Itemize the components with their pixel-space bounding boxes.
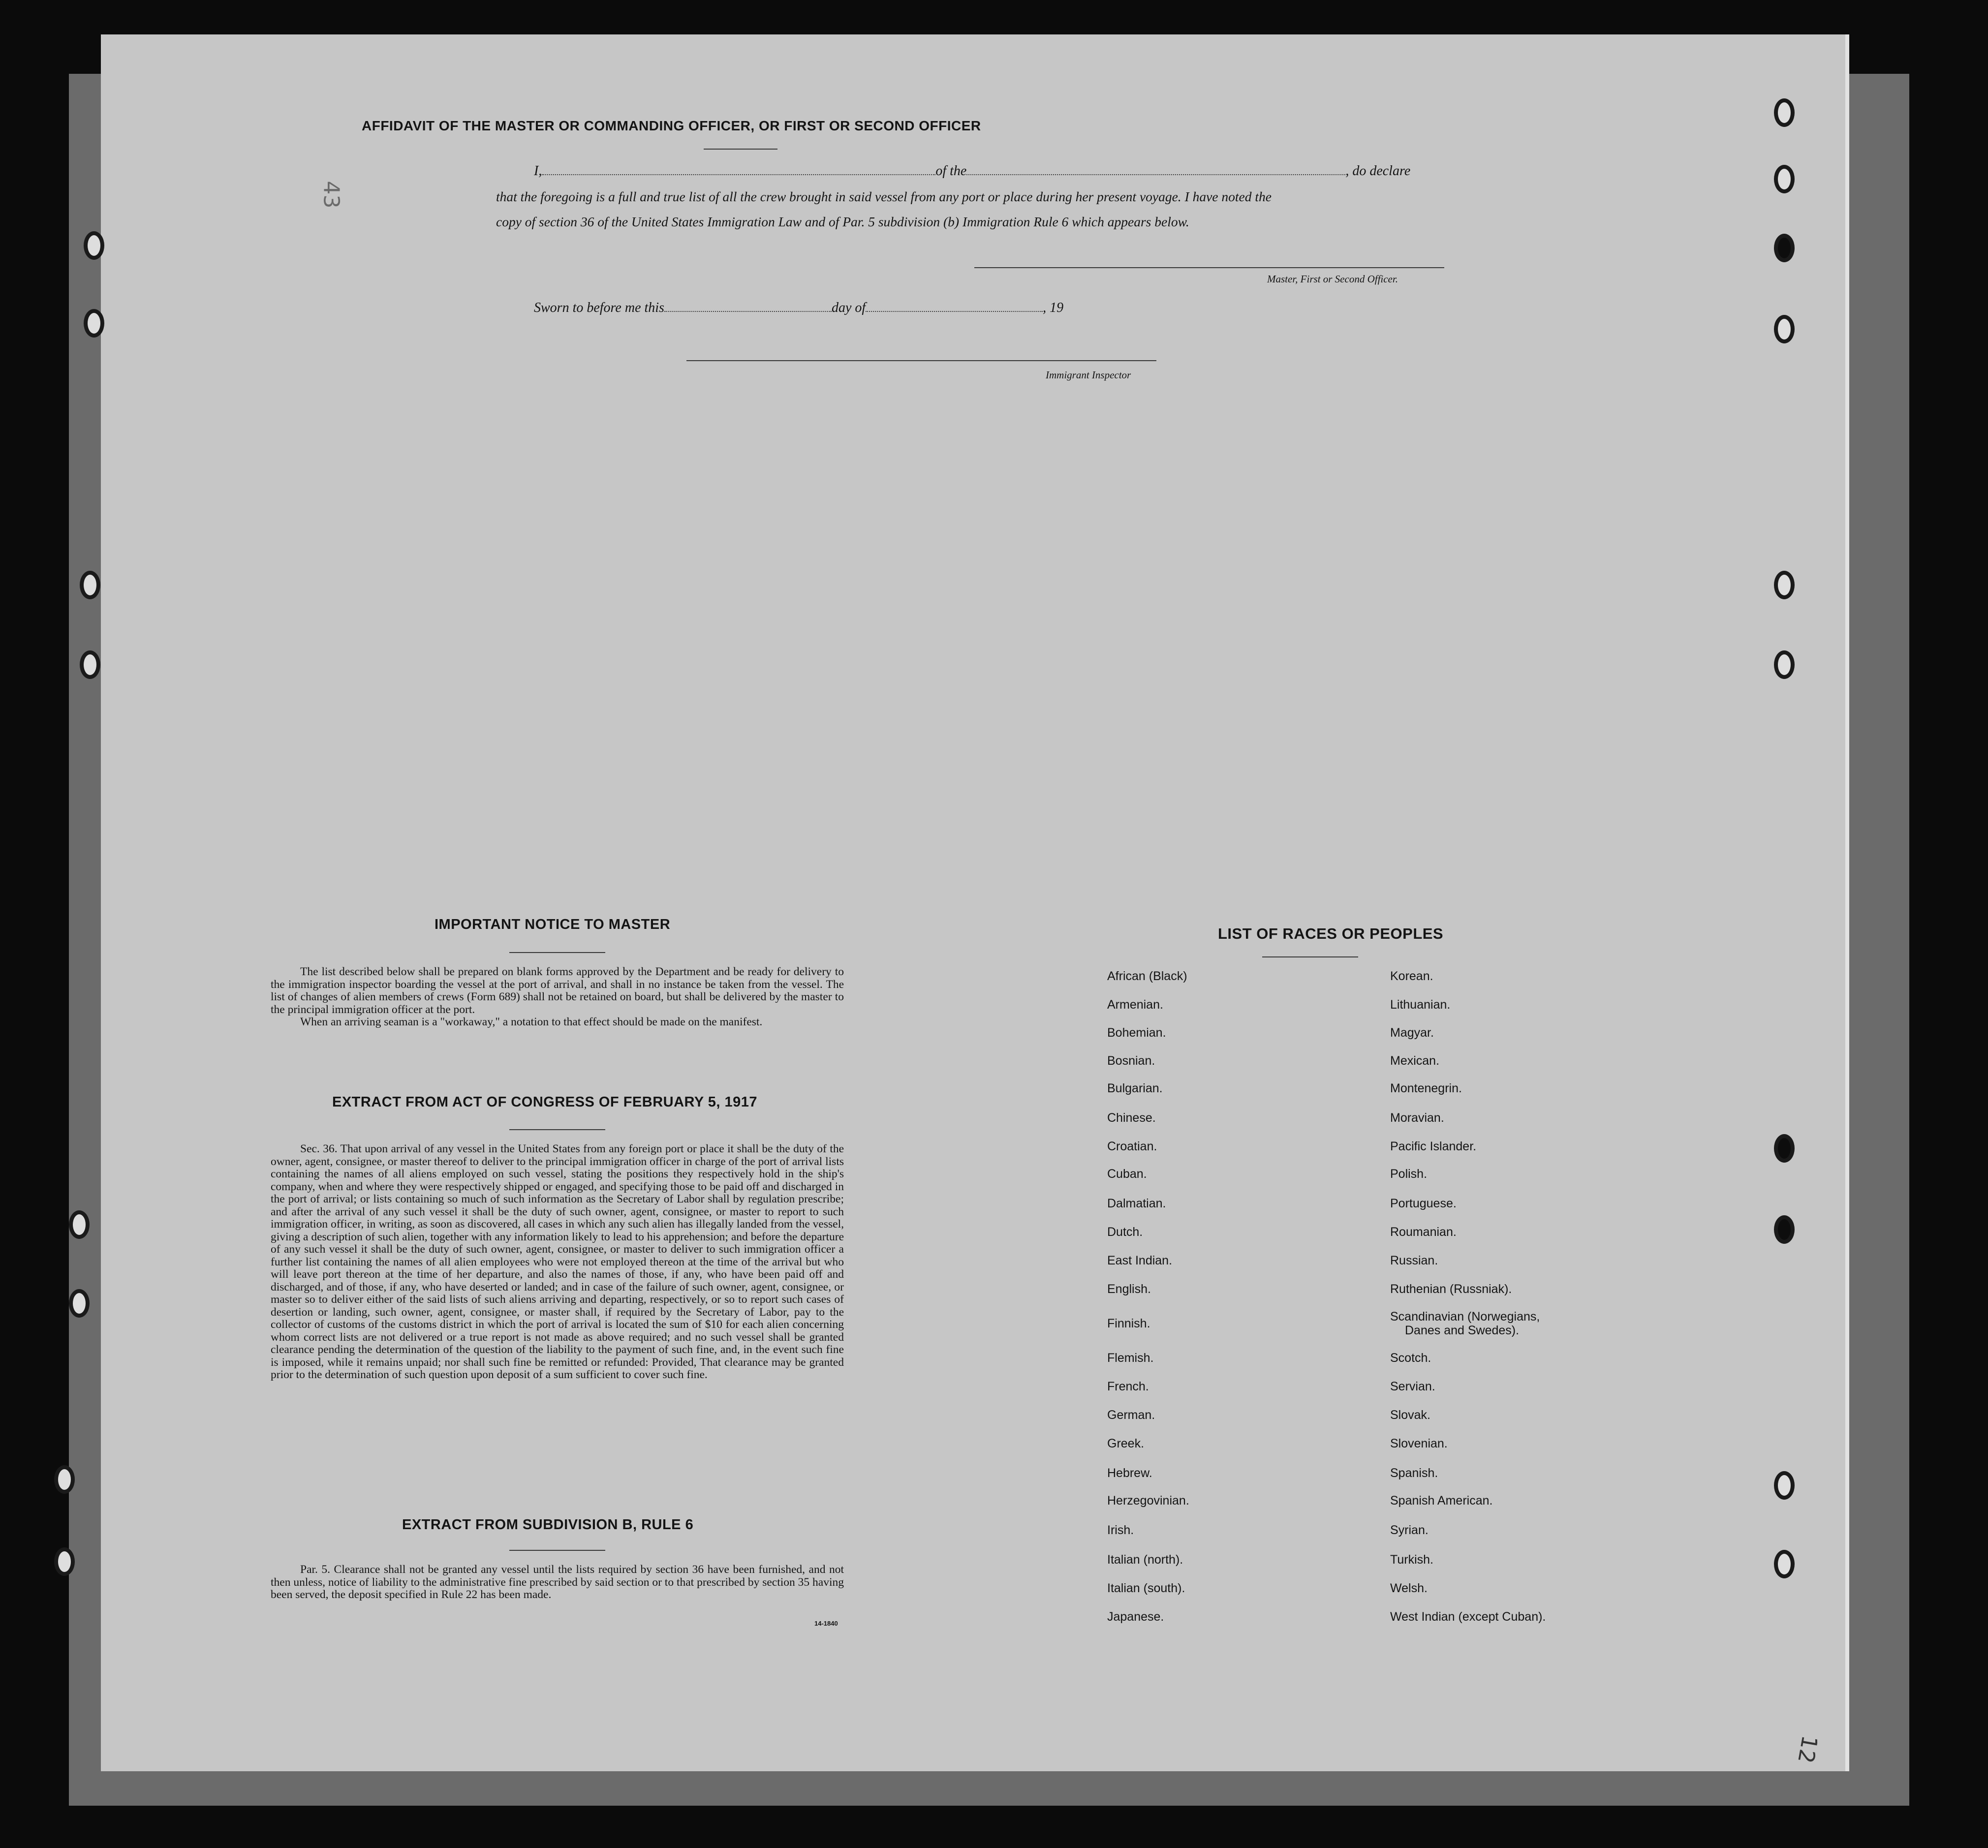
race-entry: Montenegrin. [1390, 1081, 1462, 1095]
day-blank [664, 311, 832, 312]
left-punch-hole [80, 650, 100, 679]
inspector-caption: Immigrant Inspector [1046, 369, 1131, 381]
affidavit-declare-label: , do declare [1345, 163, 1411, 179]
sworn-line [534, 300, 1063, 316]
race-entry: German. [1107, 1408, 1155, 1422]
sworn-day-label: day of [831, 300, 866, 315]
race-entry: English. [1107, 1282, 1151, 1296]
affidavit-line-3: copy of section 36 of the United States Immigration Law and of Par. 5 subdivision (b) Immigration Rule 6 which appears below. [496, 214, 1189, 229]
races-title: LIST OF RACES OR PEOPLES [1218, 925, 1444, 942]
affidavit-declaration-line [534, 163, 1410, 179]
race-entry: Korean. [1390, 969, 1433, 983]
right-punch-hole [1774, 571, 1795, 599]
master-signature-line [974, 267, 1444, 268]
left-punch-hole [80, 571, 100, 599]
month-blank [866, 311, 1043, 312]
extract-rule-text [271, 1564, 844, 1602]
race-entry: Turkish. [1390, 1553, 1433, 1567]
right-punch-hole [1774, 1471, 1795, 1500]
race-entry: Japanese. [1107, 1610, 1164, 1624]
race-entry: Italian (north). [1107, 1553, 1183, 1567]
race-entry: Chinese. [1107, 1111, 1156, 1125]
inspector-signature-line [686, 360, 1156, 361]
affidavit-title: AFFIDAVIT OF THE MASTER OR COMMANDING OFFICER, OR FIRST OR SECOND OFFICER [362, 118, 981, 133]
extract-act-text [271, 1143, 844, 1382]
left-punch-hole [84, 309, 104, 338]
race-entry: Syrian. [1390, 1523, 1429, 1537]
affidavit-i-label: I, [534, 163, 542, 179]
right-punch-hole [1774, 234, 1795, 262]
race-entry: Mexican. [1390, 1054, 1440, 1068]
race-entry: Finnish. [1107, 1317, 1150, 1330]
race-entry: Servian. [1390, 1380, 1435, 1393]
extract-rule-title-rule [509, 1550, 605, 1551]
race-entry-continuation: Danes and Swedes). [1405, 1324, 1520, 1337]
vessel-blank [966, 174, 1345, 175]
race-entry: Greek. [1107, 1437, 1145, 1450]
affidavit-of-label: of the [935, 163, 967, 179]
name-blank [542, 174, 935, 175]
races-title-rule [1262, 956, 1358, 957]
race-entry: East Indian. [1107, 1254, 1173, 1267]
left-punch-hole [69, 1210, 90, 1239]
right-punch-hole [1774, 315, 1795, 343]
race-entry: Slovak. [1390, 1408, 1430, 1422]
notice-title: IMPORTANT NOTICE TO MASTER [435, 917, 671, 932]
race-entry: Welsh. [1390, 1581, 1428, 1595]
right-punch-hole [1774, 165, 1795, 193]
right-punch-hole [1774, 98, 1795, 127]
race-entry: Flemish. [1107, 1351, 1154, 1365]
document-page [101, 34, 1845, 1771]
right-punch-hole [1774, 1134, 1795, 1163]
race-entry: Dutch. [1107, 1225, 1143, 1239]
extract-rule-paragraph: Par. 5. Clearance shall not be granted any vessel until the lists required by section 36 have been furnished, and not then unless, notice of liability to the administrative fine prescribed by said section or to that prescribed by section 35 having been served, the deposit specified in Rule 22 has been made. [271, 1563, 844, 1601]
race-entry: Dalmatian. [1107, 1197, 1166, 1210]
race-entry: Bulgarian. [1107, 1081, 1163, 1095]
extract-act-title-rule [509, 1129, 605, 1130]
extract-act-paragraph: Sec. 36. That upon arrival of any vessel in the United States from any foreign port or place it shall be the duty of the owner, agent, consignee, or master thereof to deliver to the principal immigration officer in charge of the port of arrival lists containing the names of all aliens employed on such vessel, stating the positions they respectively hold in the ship's company, when and where they were respectively shipped or engaged, and specifying those to be paid off and discharged in the port of arrival; or lists containing so much of such information as the Secretary of Labor shall by regulation prescribe; and after the arrival of any such vessel it shall be the duty of such owner, agent, consignee, or master to report to such immigration officer, in writing, as soon as discovered, all cases in which any such alien has illegally landed from the vessel, giving a description of such alien, together with any information likely to lead to his apprehension; and before the departure of any such vessel it shall be the duty of such owner, agent, consignee, or master to deliver to such immigration officer a further list containing the names of all alien employees who were not employed thereon at the time of the arrival but who will leave port thereon at the time of her departure, and also the names of those, if any, who have been paid off and discharged, and of those, if any, who have deserted or landed; and in case of the failure of such owner, agent, consignee, or master so to deliver either of the said lists of such aliens arriving and departing, respectively, or so to report such cases of desertion or landing, such owner, agent, consignee, or master shall, if required by the Secretary of Labor, pay to the collector of customs of the customs district in which the port of arrival is located the sum of $10 for each alien concerning whom correct lists are not delivered or a true report is not made as above required; and no such vessel shall be granted clearance pending the determination of the question of the liability to the payment of such fine, and, in the event such fine is imposed, while it remains unpaid; nor shall such fine be remitted or refunded: Provided, That clearance may be granted prior to the determination of such question upon deposit of a sum sufficient to cover such fine. [271, 1142, 844, 1381]
race-entry: Lithuanian. [1390, 998, 1451, 1012]
extract-act-title: EXTRACT FROM ACT OF CONGRESS OF FEBRUARY 5, 1917 [332, 1094, 758, 1110]
sworn-prefix: Sworn to before me this [534, 300, 664, 315]
race-entry: Irish. [1107, 1523, 1134, 1537]
race-entry: Magyar. [1390, 1026, 1434, 1040]
sworn-year-label: , 19 [1043, 300, 1064, 315]
race-entry: Ruthenian (Russniak). [1390, 1282, 1512, 1296]
race-entry: Scotch. [1390, 1351, 1431, 1365]
right-punch-hole [1774, 1550, 1795, 1578]
race-entry: Polish. [1390, 1167, 1428, 1181]
affidavit-title-rule [704, 149, 777, 150]
master-signature-caption: Master, First or Second Officer. [1267, 273, 1398, 285]
race-entry: French. [1107, 1380, 1149, 1393]
right-punch-hole [1774, 650, 1795, 679]
race-entry: Armenian. [1107, 998, 1163, 1012]
left-punch-hole [84, 231, 104, 260]
race-entry: Moravian. [1390, 1111, 1444, 1125]
race-entry: Roumanian. [1390, 1225, 1457, 1239]
extract-rule-title: EXTRACT FROM SUBDIVISION B, RULE 6 [402, 1517, 694, 1533]
notice-title-rule [509, 952, 605, 953]
race-entry: African (Black) [1107, 969, 1187, 983]
race-entry: Scandinavian (Norwegians, [1390, 1310, 1540, 1324]
bottom-right-marginal-number: 12 [1793, 1733, 1822, 1765]
race-entry: Croatian. [1107, 1140, 1157, 1153]
top-left-marginal-number: 43 [318, 181, 344, 209]
notice-paragraph-1: The list described below shall be prepared on blank forms approved by the Department and be ready for delivery to the immigration inspector boarding the vessel at the port of arrival, and shall in no instance be taken from the vessel. The list of changes of alien members of crews (Form 689) shall not be retained on board, but shall be delivered by the master to the principal immigration officer at the port. [271, 965, 844, 1016]
notice-text [271, 966, 844, 1029]
left-punch-hole [54, 1547, 75, 1576]
race-entry: Spanish American. [1390, 1494, 1493, 1508]
race-entry: West Indian (except Cuban). [1390, 1610, 1546, 1624]
notice-paragraph-2: When an arriving seaman is a "workaway," a notation to that effect should be made on the manifest. [300, 1016, 763, 1028]
form-number: 14-1840 [814, 1620, 838, 1627]
race-entry: Cuban. [1107, 1167, 1147, 1181]
race-entry: Bosnian. [1107, 1054, 1155, 1068]
right-punch-hole [1774, 1215, 1795, 1244]
affidavit-line-2: that the foregoing is a full and true list of all the crew brought in said vessel from any port or place during her present voyage. I have noted the [496, 189, 1272, 204]
race-entry: Portuguese. [1390, 1197, 1457, 1210]
race-entry: Spanish. [1390, 1466, 1438, 1480]
race-entry: Herzegovinian. [1107, 1494, 1189, 1508]
left-punch-hole [69, 1289, 90, 1318]
race-entry: Slovenian. [1390, 1437, 1448, 1450]
left-punch-hole [54, 1465, 75, 1494]
race-entry: Pacific Islander. [1390, 1140, 1477, 1153]
race-entry: Italian (south). [1107, 1581, 1185, 1595]
race-entry: Hebrew. [1107, 1466, 1152, 1480]
race-entry: Bohemian. [1107, 1026, 1166, 1040]
race-entry: Russian. [1390, 1254, 1438, 1267]
